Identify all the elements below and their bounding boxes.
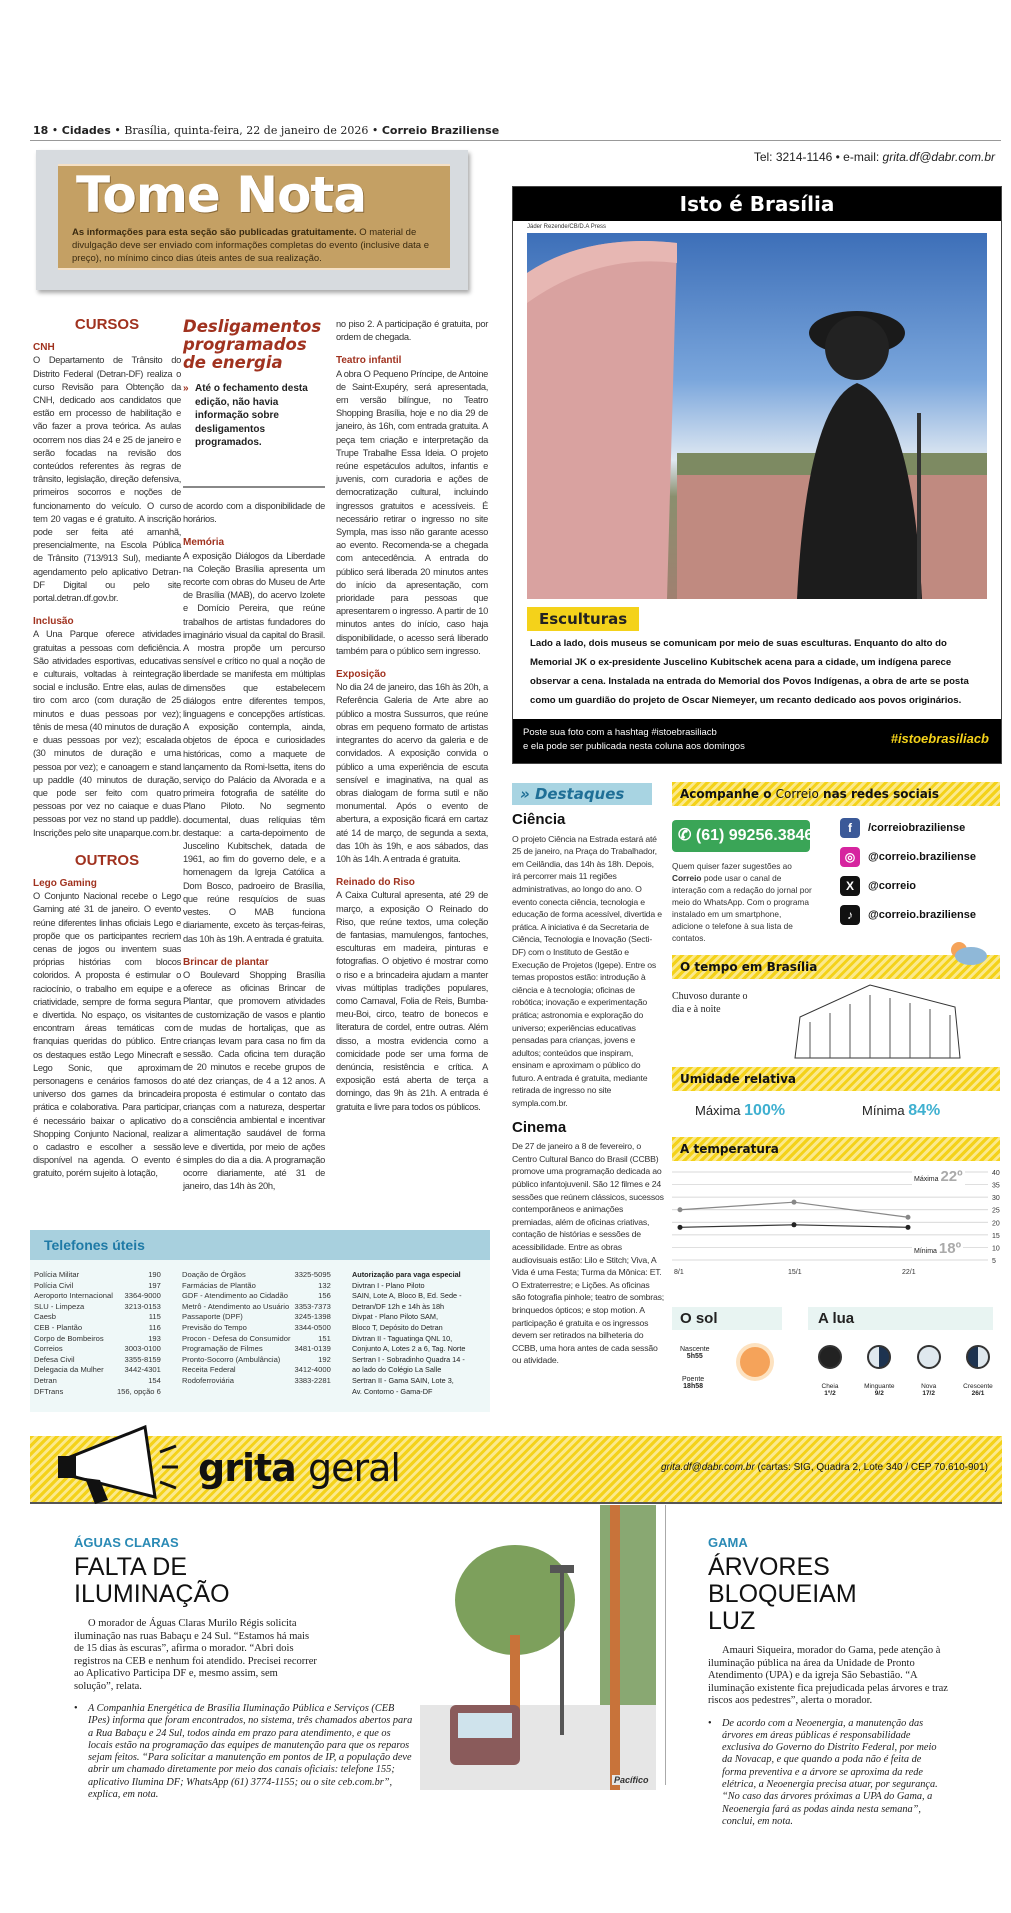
page-number: 18: [33, 124, 49, 137]
item-text: O Boulevard Shopping Brasília oferece as oficinas Brincar de Plantar, que promovem atividades de customização de vasos e plantio de mudas de hortaliças, que as crianças levam para casa no fim da sessão. Cada oficina tem duração de 20 minutos e recebe grupos de até dez crianças, de 4 a 12 anos. A proposta é estimular o contato das crianças com a natureza, despertar a consciência ambiental e incentivar a alimentação saudável de forma leve e divertida, por meio de ações simples do dia a dia. A programação ocorre diariamente, até 31 de janeiro, das 14h às 20h,: [183, 969, 325, 1192]
phone-number: 116: [148, 1322, 161, 1332]
phone-label: CEB - Plantão: [34, 1322, 83, 1332]
section-outros: OUTROS: [74, 851, 140, 869]
phone-row: [34, 1365, 161, 1376]
value: 84%: [908, 1102, 941, 1119]
phone-label: Caesb: [34, 1312, 56, 1322]
data-point: [678, 1225, 683, 1230]
moon-name: Nova: [921, 1383, 937, 1390]
phone-label: Doação de Órgãos: [182, 1270, 246, 1279]
phone-row: [34, 1387, 161, 1398]
t-a: Acompanhe o: [680, 787, 772, 801]
foot-line-2: e ela pode ser publicada nesta coluna aos domingos: [523, 741, 745, 752]
facebook-icon: f: [840, 818, 860, 838]
humidity-header: Umidade relativa: [672, 1067, 1000, 1091]
illustrator-signature: Pacífico: [614, 1775, 649, 1785]
phone-number: 3003-0100: [124, 1344, 161, 1354]
instagram-icon: ◎: [840, 847, 860, 867]
intro-bold: As informações para esta seção são publicadas gratuitamente.: [72, 227, 357, 238]
phone-row: [182, 1281, 331, 1292]
data-point: [792, 1222, 797, 1227]
y-tick-label: 5: [992, 1258, 996, 1265]
phone-row: [34, 1344, 161, 1355]
y-tick-label: 15: [992, 1232, 1000, 1240]
x-icon: X: [840, 876, 860, 896]
cinema-title: Cinema: [512, 1118, 567, 1136]
phone-row: [182, 1312, 331, 1323]
desligamentos-text: » Até o fechamento desta edição, não havia informação sobre desligamentos programados.: [183, 382, 325, 450]
grita-title: [198, 1446, 400, 1490]
phone-number: 3383-2281: [294, 1375, 331, 1385]
moon-name: Minguante: [864, 1383, 895, 1390]
article-kicker: GAMA: [708, 1535, 748, 1550]
intro-text: O material de divulgação deve ser enviado com informações completas do evento (inclusive data e preço), no mínimo cinco dias úteis antes de sua realização.: [72, 227, 429, 264]
phone-label: Polícia Militar: [34, 1270, 80, 1279]
y-tick-label: 25: [992, 1207, 1000, 1215]
sun-header: O sol: [672, 1307, 782, 1330]
data-point: [678, 1207, 683, 1212]
moon-date: 9/2: [874, 1390, 884, 1397]
sun-icon: [740, 1347, 770, 1377]
social-x[interactable]: [840, 876, 916, 896]
phone-number: 156, opção 6: [116, 1386, 161, 1396]
item-text: O Conjunto Nacional recebe o Lego Gaming até 31 de janeiro. O evento reúne diferentes linhas oficiais Lego e propõe que os participantes recriem cenas de jogos ou inventem suas próprias histórias com blocos coloridos. A proposta é estimular o raciocínio, o trabalho em equipe e a criatividade, sempre de forma segura e divertida. No espaço, os visitantes encontram áreas temáticas com franquias queridas do público. Entre os destaques estão Lego Minecraft e Lego Sonic, que aproximam personagens e cenários famosos do universo dos games da brincadeira prática e colaborativa. Para participar, é necessário baixar o aplicativo do Shopping Conjunto Nacional, realizar o cadastro e escolher a sessão disponível na agenda. O evento é gratuito, porém sujeito à lotação,: [33, 891, 181, 1179]
grita-address: [661, 1462, 988, 1473]
column-1: [33, 318, 181, 1181]
phone-number: 3364-9000: [124, 1291, 161, 1301]
social-facebook[interactable]: [840, 818, 965, 838]
x-tick-label: 8/1: [674, 1269, 684, 1276]
paper-name: Correio Braziliense: [381, 124, 500, 137]
t-c: nas redes sociais: [823, 787, 940, 801]
item-text: A Caixa Cultural apresenta, até 29 de março, a exposição O Reinado do Riso, que reúne textos, uma coleção de fantasias, mamulengos, fantoches, esculturas em madeira, pinturas e fotografias. O objetivo é mostrar como o riso e a brincadeira ajudam a manter vivas múltiplas tradições populares, como Carnaval, Folia de Reis, Bumba-meu-Boi, circo, teatro de bonecos e literatura de cordel, entre outras. Além disso, a mostra evidencia como a comicidade pode ser uma forma de denúncia, resistência e crítica. A exposição está aberta de terça a domingo, das 9h às 21h. A entrada é gratuita e livre para todos os públicos.: [336, 890, 488, 1112]
phone-row: [182, 1344, 331, 1355]
whatsapp-number: (61) 99256.3846: [695, 827, 814, 844]
destaques-column: [512, 808, 664, 1367]
humidity-max: [695, 1102, 785, 1120]
article-title: ÁRVORES BLOQUEIAM LUZ: [708, 1553, 857, 1635]
esculturas-tag: Esculturas: [527, 607, 639, 631]
desligamentos-box: [183, 318, 325, 488]
sunrise: [680, 1346, 710, 1360]
item-title: Inclusão: [33, 616, 74, 628]
y-tick-label: 40: [992, 1170, 1000, 1177]
humidity-min: [862, 1102, 940, 1120]
phone-number: 3325-5095: [294, 1270, 331, 1279]
phone-number: 3442-4301: [124, 1365, 161, 1375]
congress-illustration: [790, 982, 970, 1062]
column-3: [336, 318, 488, 1114]
phone-row: [182, 1365, 331, 1376]
weather-desc: Chuvoso durante o dia e à noite: [672, 991, 748, 1015]
y-tick-label: 35: [992, 1182, 1000, 1190]
section-cursos: CURSOS: [74, 316, 140, 333]
phone-row: [182, 1323, 331, 1334]
sunset: [682, 1376, 704, 1390]
label: Máxima: [914, 1176, 939, 1183]
social-tiktok[interactable]: [840, 905, 976, 925]
social-header: [672, 782, 1000, 806]
item-title: Lego Gaming: [33, 877, 97, 889]
destaques-header: » Destaques: [512, 783, 652, 805]
item-title: Memória: [183, 537, 225, 549]
moon-name: Crescente: [963, 1383, 993, 1390]
phone-number: 3245-1398: [294, 1312, 331, 1322]
telefones-box: [30, 1230, 490, 1412]
item-text: A obra O Pequeno Príncipe, de Antoine de Saint-Exupéry, será apresentada, em versão bilíngue, no Teatro Shopping Brasília, hoje e no dia 29 de janeiro, às 16h, com entrada gratuita. A peça tem criação e interpretação da Trupe Trabalhe Essa Ideia. O projeto reúne espetáculos adultos, infantis e juvenis, com curadoria e ações de democratização cultural, incluindo ingressos gratuitos e acessíveis. É necessário retirar o ingresso no site Sympla, mas isso não garante acesso ao evento. Recomenda-se a chegada com antecedência. A entrada do público será liberada 20 minutos antes do início da apresentação, com prioridade para pessoas que apresentarem o ingresso. A partir de 10 minutos antes do início, caso haja disponibilidade, o acesso será liberado também para o público sem ingresso.: [336, 368, 488, 656]
value: 100%: [744, 1102, 786, 1119]
phone-row: [34, 1355, 161, 1366]
phone-label: Procon - Defesa do Consumidor: [182, 1333, 291, 1343]
y-tick-label: 30: [992, 1195, 1000, 1203]
article-lead: O morador de Águas Claras Murilo Régis solicita iluminação nas ruas Babaçu e 24 Sul. “Estamos há mais de 15 dias às escuras”, afirma o morador. “Abri dois registros na CEB e nenhum foi atendido. Precisei recorrer ao Aplicativo Participa DF e, mesmo assim, sem solução”, relata.: [74, 1618, 317, 1692]
phone-row: [34, 1312, 161, 1323]
megaphone-icon: [50, 1422, 180, 1510]
esculturas-text: Lado a lado, dois museus se comunicam por meio de suas esculturas. Enquanto do alto do Memorial JK o ex-presidente Juscelino Kubitschek acena para a cidade, um indígena parece observar a cena. Instalada na entrada do Memorial dos Povos Indígenas, a obra de arte se posta como um guardião do projeto de Oscar Niemeyer, um recanto dedicado aos povos originários.: [530, 638, 969, 706]
moon-phase: [855, 1345, 903, 1397]
moon-date: 26/1: [971, 1390, 985, 1397]
phone-number: 192: [318, 1354, 331, 1364]
social-label: @correio.braziliense: [868, 909, 976, 921]
value: 5h55: [686, 1353, 703, 1360]
grita-geral-banner: [30, 1436, 1002, 1504]
article-kicker: ÁGUAS CLARAS: [74, 1535, 179, 1550]
phone-label: DFTrans: [34, 1386, 64, 1396]
vaga-line: Detran/DF 12h e 14h às 18h: [352, 1301, 445, 1311]
moon-icon: [966, 1345, 990, 1369]
cloud-rain-icon: [945, 940, 989, 970]
phone-row: [34, 1281, 161, 1292]
item-text: No dia 24 de janeiro, das 16h às 20h, a Referência Galeria de Arte abre ao público a mostra Sussurros, que reúne obras em pequeno formato de artistas integrantes do acervo da galeria e de convidados. A exposição convida o público a uma experiência de escuta sensível e imaginativa, na qual as obras dialogam de forma sutil e não monumental. Após o evento de abertura, a exposição ficará em cartaz até 14 de março, de segunda a sexta, das 10h às 19h, e aos sábados, das 10h às 14h. A entrada é gratuita.: [336, 682, 488, 864]
telefones-title: Telefones úteis: [30, 1230, 490, 1260]
phone-label: Delegacia da Mulher: [34, 1365, 104, 1375]
moon-date: 17/2: [922, 1390, 935, 1397]
vaga-line: Divtran II - Taguatinga QNL 10,: [352, 1333, 453, 1343]
item-text: A Una Parque oferece atividades gratuitas a pessoas com deficiência. São atividades esportivas, educativas e culturais, voltadas à reintegração social e inclusão. Entre elas, aulas de tiro com arco (com duração de 25 minutos e duas pessoas por vez); tênis de mesa (40 minutos de duração e duas pessoas por vez); escalada (30 minutos de duração e uma pessoa por vez); e canoagem e stand up paddle (40 minutos de duração, que pode ser feito com quatro pessoas por vez no caiaque e duas pessoas por vez no stand up paddle). Inscrições pelo site unaparque.com.br.: [33, 629, 181, 838]
divider: [665, 1505, 666, 1785]
phone-row: [34, 1323, 161, 1334]
item-text: O Departamento de Trânsito do Distrito Federal (Detran-DF) realiza o curso Revisão para Obtenção da CNH, dedicado aos candidatos que estão em processo de habilitação e vão fazer a prova teórica. As aulas ocorrem nos dias 24 e 25 de janeiro e serão focadas na revisão dos conteúdos referentes às regras de trânsito, legislação, direção defensiva, primeiros socorros e noções de funcionamento do veículo. O curso tem 20 vagas e é gratuito. A inscrição pode ser feita até amanhã, presencialmente, na Escola Pública de Trânsito (713/913 Sul), mediante agendamento pelo aplicativo Detran-DF Digital ou pelo site portal.detran.df.gov.br.: [33, 355, 181, 604]
phone-number: 3355-8159: [124, 1354, 161, 1364]
vaga-line: SAIN, Lote A, Bloco B, Ed. Sede -: [352, 1291, 462, 1301]
moon-date: 1º/2: [824, 1390, 836, 1397]
item-text: A exposição Diálogos da Liberdade na Coleção Brasília apresenta um recorte com obras do Museu de Arte de Brasília (MAB), do acervo Izolete e Domício Pereira, que reúne trabalhos de artistas fundadores do imaginário visual da capital do Brasil. A mostra propõe um percurso sensível e crítico no qual a noção de liberdade se manifesta em múltiplas dimensões que estabelecem diálogos entre diferentes tempos, linguagens e concepções artísticas. A exposição contempla, ainda, objetos de época e curiosidades históricas, como a maquete de lançamento da Romi-Isetta, itens do serviço do Palácio da Alvorada e a primeira fotografia de satélite do Plano Piloto. No segmento documental, duas relíquias têm destaque: a carta-depoimento de Juscelino Kubitschek, datada de 1961, ao fim do governo dele, e a homenagem da Igreja Católica a Dom Bosco, padroeiro de Brasília, que reúne resquícios de suas vestes. O MAB funciona diariamente, exceto às terças-feiras, das 10h às 19h. A entrada é gratuita.: [183, 550, 325, 944]
vaga-line: Conjunto A, Lotes 2 a 6, Tag. Norte: [352, 1344, 466, 1354]
moon-icon: [867, 1345, 891, 1369]
column-2: [183, 500, 325, 1193]
t-b: geral: [308, 1446, 400, 1490]
item-title: Brincar de plantar: [183, 956, 269, 968]
isto-title: Isto é Brasília: [513, 187, 1001, 221]
moon-phase: [905, 1345, 953, 1397]
phone-label: Receita Federal: [182, 1365, 236, 1375]
phone-row: [182, 1270, 331, 1281]
temp-max: [912, 1168, 965, 1185]
phone-label: Detran: [34, 1375, 57, 1385]
whatsapp-button[interactable]: [672, 820, 814, 852]
isto-e-brasilia-box: [512, 186, 1002, 764]
phone-label: GDF - Atendimento ao Cidadão: [182, 1291, 288, 1301]
article-lead: Amauri Siqueira, morador do Gama, pede atenção à iluminação pública na área da Unidade de Pronto Atendimento (UPA) e da igreja São Sebastião. “A iluminação existente fica prejudicada pelas árvores e traz riscos aos pedestres”, alerta o morador.: [708, 1645, 948, 1706]
phone-number: 151: [318, 1333, 331, 1343]
phone-number: 193: [148, 1333, 161, 1343]
phone-row: [34, 1291, 161, 1302]
label: Mínima: [914, 1248, 937, 1255]
vaga-line: ao lado do Colégio La Salle: [352, 1365, 442, 1375]
phone-label: Passaporte (DPF): [182, 1312, 243, 1322]
tel-label: Tel: 3214-1146 • e-mail:: [753, 150, 880, 164]
social-instagram[interactable]: [840, 847, 976, 867]
item-title: CNH: [33, 342, 55, 354]
phone-row: [182, 1355, 331, 1366]
value: 22º: [940, 1168, 963, 1185]
phone-label: Corpo de Bombeiros: [34, 1333, 104, 1343]
temperature-header: A temperatura: [672, 1137, 1000, 1161]
grita-email[interactable]: grita.df@dabr.com.br: [660, 1462, 755, 1473]
wa-c: pode usar o canal de interação com a redação do jornal por meio do WhatsApp. Com o programa instalado em um smartphone, adicione o telefone à sua lista de contatos.: [672, 873, 812, 943]
phone-row: [182, 1334, 331, 1345]
weather-header: O tempo em Brasília: [672, 955, 1000, 979]
vaga-line: Divtran I - Plano Piloto: [352, 1280, 425, 1290]
whatsapp-icon: ✆: [678, 827, 692, 844]
ciencia-title: Ciência: [512, 811, 566, 828]
wa-a: Quem quiser fazer sugestões ao: [672, 861, 792, 871]
x-tick-label: 22/1: [902, 1269, 916, 1276]
phone-table-1: [34, 1270, 161, 1397]
phone-number: 197: [148, 1280, 161, 1290]
cinema-text: De 27 de janeiro a 8 de fevereiro, o Centro Cultural Banco do Brasil (CCBB) promove uma programação dedicada ao público infantojuvenil. São 12 filmes e 24 sessões que reúnem clássicos, sucessos contemporâneos e animações premiadas, além de oficinas criativas, contação de histórias e sessões de acessibilidade. Entre as obras audiovisuais estão: Lilo e Stitch; Viva, A Vida é uma Festa; Turma da Mônica: ET. O Extraterrestre; e Lições. As oficinas são fotografia pinhole; teatro de sombras; brinquedos ópticos; e stop motion. A participação é gratuita e os ingressos devem ser retirados na bilheteria do CCBB, uma hora antes de cada sessão ou atividade.: [512, 1141, 664, 1366]
x-tick-label: 15/1: [788, 1269, 802, 1276]
moon-phases: [806, 1345, 1002, 1397]
vaga-line: Bloco T, Depósito do Detran: [352, 1322, 443, 1332]
tome-nota-title: Tome Nota: [76, 166, 367, 224]
contact-email[interactable]: grita.df@dabr.com.br: [882, 150, 995, 164]
vaga-line: Divpat - Plano Piloto SAM,: [352, 1312, 438, 1322]
social-label: @correio.braziliense: [868, 851, 976, 863]
phone-label: Correios: [34, 1344, 63, 1354]
value: 18º: [938, 1240, 962, 1257]
ciencia-text: O projeto Ciência na Estrada estará até 25 de janeiro, na Praça do Trabalhador, em Ceilândia, das 14h às 18h. Depois, irá percorrer mais 11 regiões administrativas, ao longo do ano. O evento conecta ciência, tecnologia e educação de forma acessível, divertida e prática. A iniciativa é da Secretaria de Ciência, Tecnologia e Inovação (Secti-DF) com o Instituto de Gestão e Execução de Projetos (Igepe). Entre os temas propostos estão: introdução à ciência e à tecnologia; oficinas de robótica; inovação e experimentação prática; astronomia e exploração do universo; experiências educativas pensadas para crianças, jovens e adultos; conteúdos que inspiram, ensinam e aproximam o público do futuro. A entrada é gratuita, mediante retirada de ingresso no site sympla.com.br.: [512, 833, 662, 1109]
whatsapp-text: [672, 860, 812, 944]
phone-row: [34, 1334, 161, 1345]
phone-number: 3353-7373: [294, 1301, 331, 1311]
article-response: • De acordo com a Neoenergia, a manutenção das árvores em áreas públicas é responsabilidade exclusiva do Governo do Distrito Federal, por meio da Novacap, e que quando a poda não é feita de forma preventiva e a árvore se aproxima da rede elétrica, a Neoenergia precisa atuar, por segurança. “No caso das árvores próximas a UPA do Gama, a Neoenergia fará as podas ainda nesta semana”, conclui, em nota.: [708, 1718, 948, 1829]
item-text: no piso 2. A participação é gratuita, por ordem de chegada.: [336, 319, 488, 343]
tome-nota-box: [36, 150, 468, 290]
hashtag-footer: [513, 719, 1001, 763]
article-title: FALTA DE ILUMINAÇÃO: [74, 1553, 230, 1608]
phone-label: Rodoferroviária: [182, 1375, 234, 1385]
phone-number: 3412-4000: [294, 1365, 331, 1375]
article-gama: [708, 1535, 948, 1828]
dateline: Brasília, quinta-feira, 22 de janeiro de 2026: [124, 124, 369, 137]
phone-row: [34, 1302, 161, 1313]
phone-row: [182, 1376, 331, 1387]
phone-label: Polícia Civil: [34, 1280, 74, 1290]
wa-b: Correio: [672, 873, 702, 883]
phone-number: 3481-0139: [294, 1344, 331, 1354]
phone-row: [34, 1270, 161, 1281]
moon-header: A lua: [808, 1307, 993, 1330]
sculpture-photo: [527, 233, 987, 599]
moon-phase: [954, 1345, 1002, 1397]
header-rule: [30, 140, 1001, 141]
phone-number: 3213-0153: [124, 1301, 161, 1311]
vaga-especial: [352, 1270, 465, 1397]
phone-row: [182, 1302, 331, 1313]
label: Poente: [682, 1376, 705, 1383]
temp-min: [912, 1240, 963, 1257]
data-point: [906, 1225, 911, 1230]
vaga-line: Sertran I - Sobradinho Quadra 14 -: [352, 1354, 465, 1364]
item-title: Reinado do Riso: [336, 877, 415, 889]
phone-row: [34, 1376, 161, 1387]
data-point: [906, 1215, 911, 1220]
phone-number: 154: [148, 1375, 161, 1385]
vaga-title: Autorização para vaga especial: [352, 1270, 461, 1279]
item-title: Exposição: [336, 669, 387, 681]
phone-label: Pronto-Socorro (Ambulância): [182, 1354, 281, 1364]
tome-nota-intro: [72, 226, 432, 265]
moon-name: Cheia: [821, 1383, 839, 1390]
photo-credit: Jáder Rezende/CB/D.A Press: [527, 224, 607, 230]
phone-row: [182, 1291, 331, 1302]
phone-table-2: [182, 1270, 331, 1387]
y-tick-label: 10: [992, 1245, 1000, 1253]
tiktok-icon: ♪: [840, 905, 860, 925]
social-label: /correiobraziliense: [868, 822, 966, 834]
y-tick-label: 20: [992, 1220, 1000, 1228]
address: (cartas: SIG, Quadra 2, Lote 340 / CEP 70.610-901): [757, 1462, 988, 1473]
contact-line: [754, 150, 995, 164]
section-name: Cidades: [61, 124, 111, 137]
phone-label: Previsão do Tempo: [182, 1322, 247, 1332]
social-label: @correio: [868, 880, 917, 892]
item-title: Teatro infantil: [336, 355, 402, 367]
vaga-line: Av. Contorno - Gama-DF: [352, 1386, 433, 1396]
hashtag[interactable]: #istoebrasiliacb: [890, 731, 989, 746]
value: 18h58: [683, 1383, 704, 1390]
phone-label: Aeroporto Internacional: [34, 1291, 113, 1301]
phone-label: Programação de Filmes: [182, 1344, 263, 1354]
moon-phase: [806, 1345, 854, 1397]
phone-number: 132: [318, 1280, 331, 1290]
item-text: de acordo com a disponibilidade de horários.: [183, 501, 325, 525]
label: Nascente: [680, 1346, 710, 1353]
desligamentos-title: Desligamentos programados de energia: [183, 317, 322, 372]
article-aguas-claras: [74, 1535, 414, 1801]
page-folio: 18 • Cidades • Brasília, quinta-feira, 22 de janeiro de 2026 • Correio Braziliense: [33, 124, 500, 137]
data-point: [792, 1200, 797, 1205]
phone-number: 156: [318, 1291, 331, 1301]
vaga-line: Sertran II - Gama SAIN, Lote 3,: [352, 1375, 454, 1385]
foot-line-1: Poste sua foto com a hashtag #istoebrasiliacb: [523, 727, 717, 738]
article-response: • A Companhia Energética de Brasília Iluminação Pública e Serviços (CEB IPes) informa que foram encontrados, no sistema, três chamados abertos para a Rua Babaçu e 24 Sul, todos ainda em prazo para atendimento, e que os locais estão na programação das equipes de manutenção para que os reparos sejam feitos. “Para solicitar a manutenção em pontos de IP, a população deve abrir um chamado diretamente por meio dos canais oficiais: telefone 155; aplicativo Ilumina DF; WhatsApp (61) 3774-1155; ou o site ceb.com.br”, explica, em nota.: [74, 1703, 414, 1801]
label: Máxima: [695, 1103, 741, 1118]
phone-number: 190: [148, 1270, 161, 1279]
phone-number: 3344-0500: [294, 1322, 331, 1332]
moon-icon: [818, 1345, 842, 1369]
phone-label: Defesa Civil: [34, 1354, 75, 1364]
street-illustration: [420, 1505, 656, 1790]
phone-label: Farmácias de Plantão: [182, 1280, 256, 1290]
moon-icon: [917, 1345, 941, 1369]
t-a: grita: [198, 1446, 296, 1490]
phone-label: Metrô - Atendimento ao Usuário: [182, 1301, 290, 1311]
phone-label: SLU - Limpeza: [34, 1301, 85, 1311]
phone-number: 115: [148, 1312, 161, 1322]
label: Mínima: [862, 1103, 905, 1118]
t-b: Correio: [775, 787, 819, 801]
